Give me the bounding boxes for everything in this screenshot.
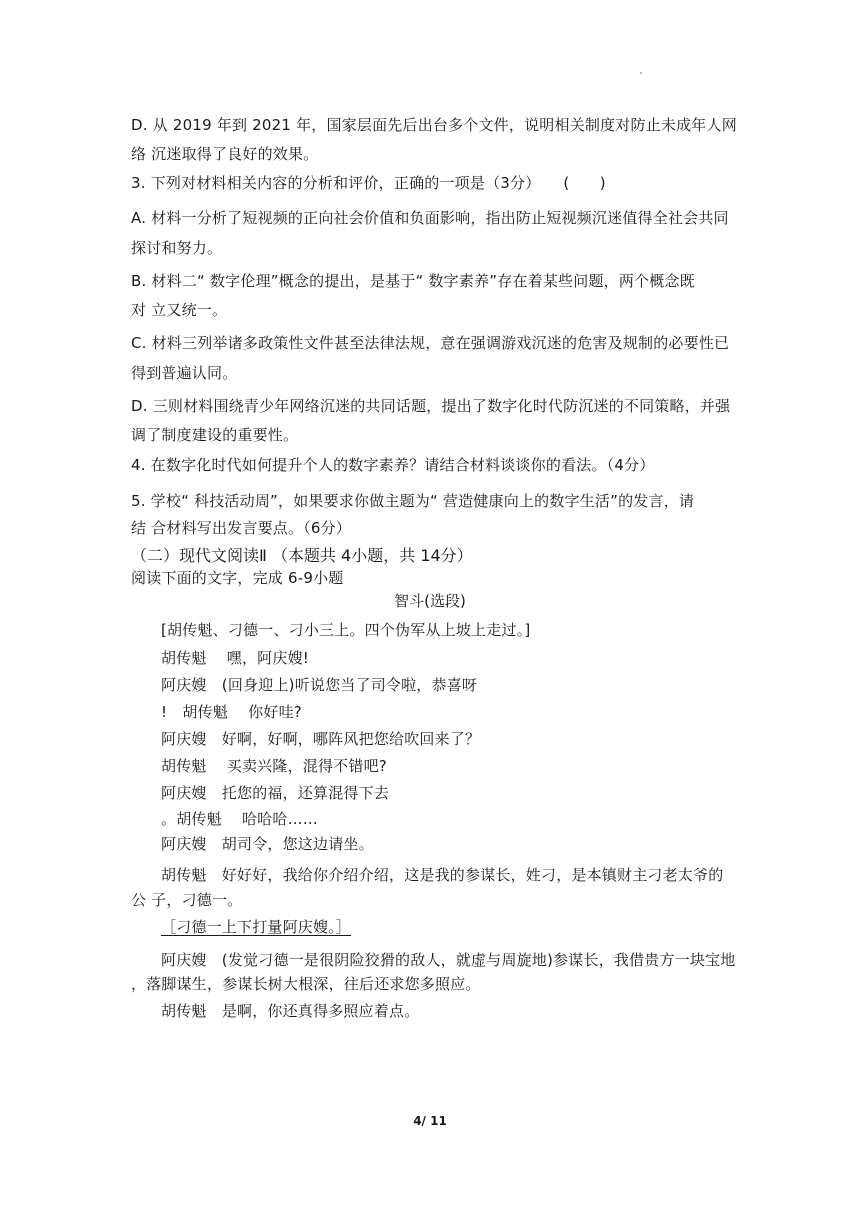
stage-direction-2: ［刁德一上下打量阿庆嫂。］: [161, 918, 352, 936]
dialogue-line-10b: ，落脚谋生，参谋长树大根深，往后还求您多照应。: [131, 975, 481, 993]
dialogue-line-6: 阿庆嫂 托您的福，还算混得下去: [161, 784, 390, 802]
option-b-line2: 对 立又统一。: [131, 301, 228, 319]
dialogue-line-10a: 阿庆嫂 (发觉刁德一是很阴险狡猾的敌人，就虚与周旋地)参谋长，我借贵方一块宝地: [161, 951, 736, 969]
dialogue-line-4: 阿庆嫂 好啊，好啊，哪阵风把您给吹回来了？: [161, 730, 481, 748]
dialogue-line-7: 。胡传魁 哈哈哈……: [161, 810, 318, 828]
question-3: 3. 下列对材料相关内容的分析和评价，正确的一项是（3分） ( ): [131, 174, 606, 192]
dialogue-line-9a: 胡传魁 好好好，我给你介绍介绍，这是我的参谋长，姓刁，是本镇财主刁老太爷的: [161, 866, 724, 884]
option-c-line1: C. 材料三列举诸多政策性文件甚至法律法规，意在强调游戏沉迷的危害及规制的必要性已: [131, 334, 730, 352]
dialogue-line-5: 胡传魁 买卖兴隆，混得不错吧?: [161, 757, 387, 775]
dialogue-line-2: 阿庆嫂 (回身迎上)听说您当了司令啦，恭喜呀: [161, 676, 478, 694]
option-b-line1: B. 材料二“ 数字伦理”概念的提出，是基于“ 数字素养”存在着某些问题，两个概念既: [131, 272, 695, 290]
option-a-line1: A. 材料一分析了短视频的正向社会价值和负面影响，指出防止短视频沉迷值得全社会共同: [131, 209, 729, 227]
passage-title: 智斗(选段): [394, 592, 466, 610]
dialogue-line-9b: 公 子，刁德一。: [131, 891, 243, 909]
stage-direction-1: [胡传魁、刁德一、刁小三上。四个伪军从上坡上走过。]: [161, 621, 531, 639]
option-d-line2: 络 沉迷取得了良好的效果。: [131, 145, 319, 163]
question-5-line2: 结 合材料写出发言要点。（6分）: [131, 519, 352, 537]
option-d-line1: D. 从 2019 年到 2021 年，国家层面先后出台多个文件，说明相关制度对防止未成年人网: [131, 116, 737, 134]
dialogue-line-1: 胡传魁 嘿，阿庆嫂!: [161, 649, 309, 667]
dialogue-line-3: ! 胡传魁 你好哇?: [161, 703, 302, 721]
section-heading: （二）现代文阅读Ⅱ （本题共 4小题，共 14分）: [131, 546, 473, 565]
option-a-line2: 探讨和努力。: [131, 239, 223, 257]
dialogue-line-8: 阿庆嫂 胡司令，您这边请坐。: [161, 835, 374, 853]
option-c-line2: 得到普遍认同。: [131, 364, 238, 382]
page-number: 4/ 11: [413, 1114, 447, 1128]
reading-instruction: 阅读下面的文字，完成 6-9小题: [131, 569, 344, 587]
scan-speck: [640, 72, 642, 74]
option-d2-line2: 调了制度建设的重要性。: [131, 426, 299, 444]
question-5-line1: 5. 学校“ 科技活动周”，如果要求你做主题为“ 营造健康向上的数字生活”的发言，请: [131, 492, 695, 510]
option-d2-line1: D. 三则材料围绕青少年网络沉迷的共同话题，提出了数字化时代防沉迷的不同策略，并强: [131, 397, 731, 415]
question-4: 4. 在数字化时代如何提升个人的数字素养？请结合材料谈谈你的看法。（4分）: [131, 456, 655, 474]
dialogue-line-11: 胡传魁 是啊，你还真得多照应着点。: [161, 1002, 420, 1020]
